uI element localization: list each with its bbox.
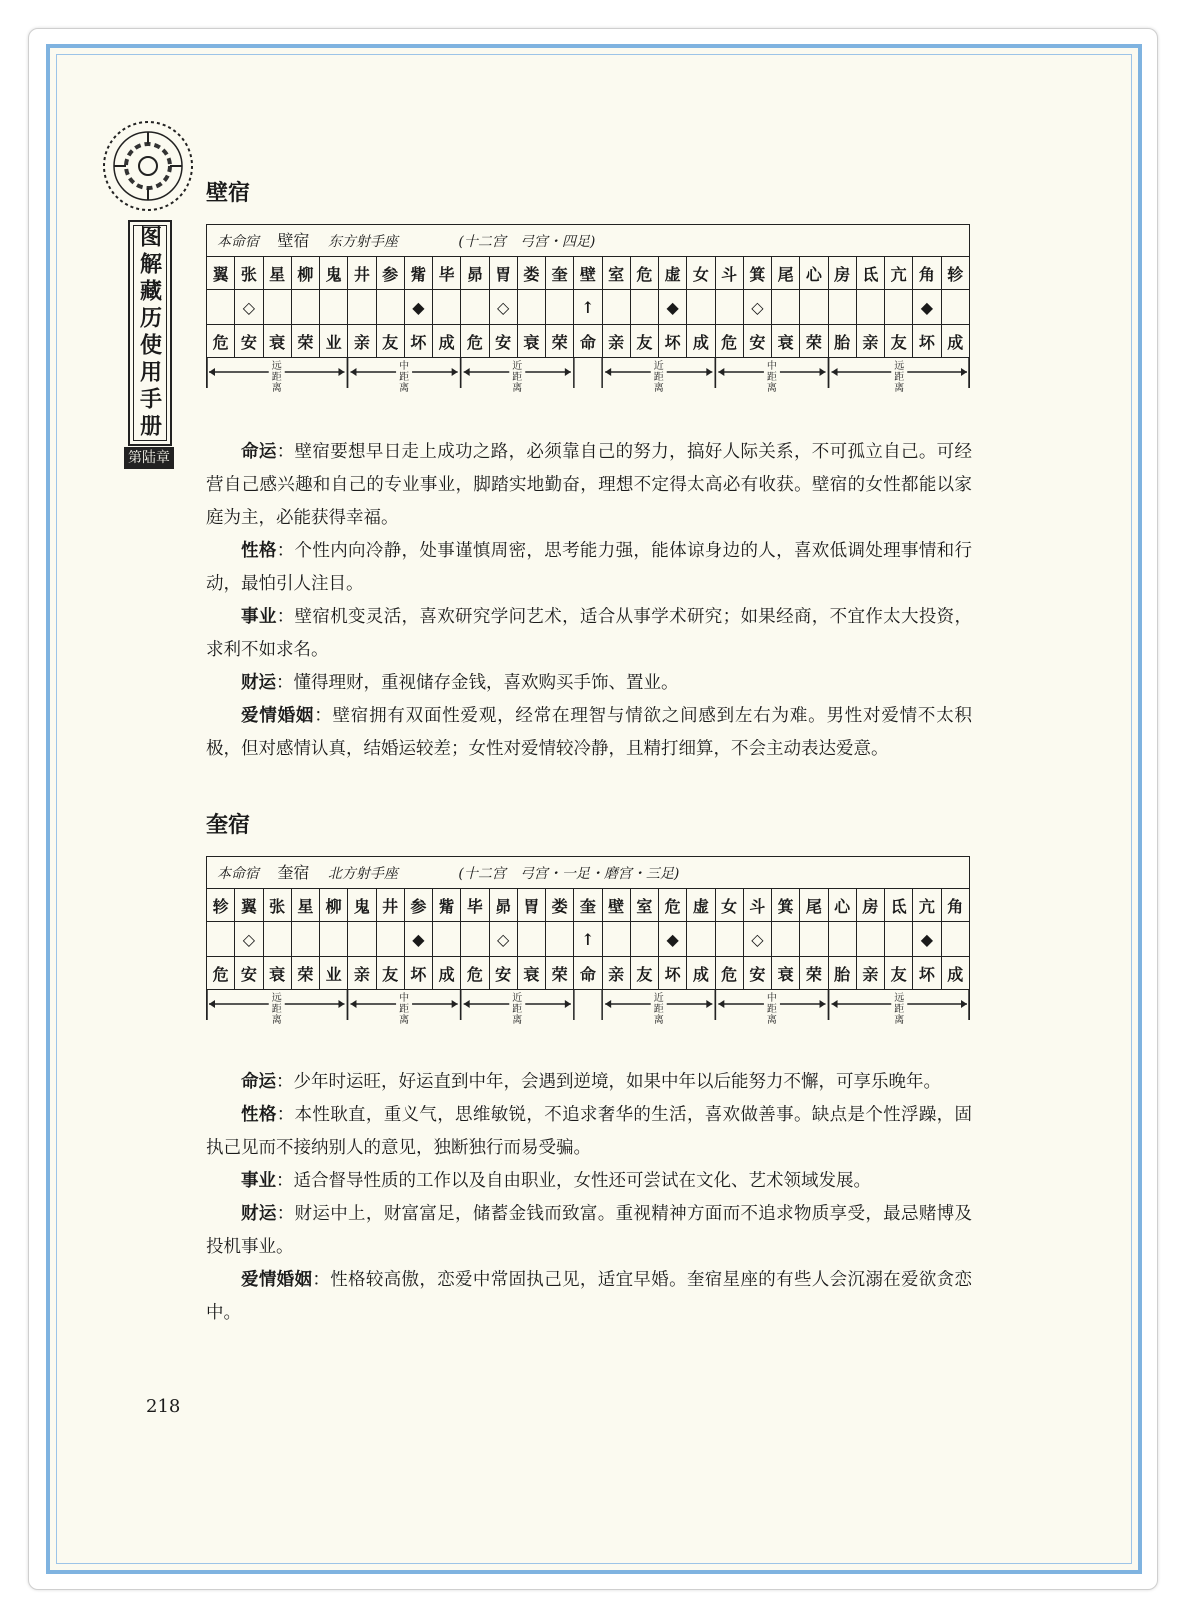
chart-header-mansion: 壁宿 <box>277 231 310 250</box>
mansion-cell: 壁 <box>574 257 602 290</box>
relation-cell: 命 <box>574 957 602 990</box>
marker-cell <box>885 922 913 957</box>
mansion-cell: 轸 <box>941 257 970 290</box>
marker-cell <box>602 290 630 325</box>
relation-cell: 危 <box>207 325 235 358</box>
mansion-cell: 奎 <box>574 889 602 922</box>
paragraph-text: ：适合督导性质的工作以及自由职业，女性还可尝试在文化、艺术领域发展。 <box>276 1171 871 1191</box>
arrow-right-icon <box>961 1000 967 1008</box>
paragraph-text: ：财运中上，财富富足，储蓄金钱而致富。重视精神方面而不追求物质享受，最忌赌博及投机事业。 <box>206 1204 973 1257</box>
mansion-cell: 井 <box>348 257 376 290</box>
marker-cell <box>517 290 545 325</box>
mansion-cell: 觜 <box>433 889 461 922</box>
relation-cell: 荣 <box>800 325 828 358</box>
marker-cell <box>207 290 235 325</box>
marker-cell <box>376 290 404 325</box>
marker-cell <box>828 922 856 957</box>
marker-cell: ◆ <box>659 290 687 325</box>
arrow-right-icon <box>338 1000 344 1008</box>
paragraph-text: ：个性内向冷静，处事谨慎周密，思考能力强，能体谅身边的人，喜欢低调处理事情和行动，最怕引人注目。 <box>206 541 973 594</box>
marker-cell <box>376 922 404 957</box>
chart-header <box>206 224 970 256</box>
distance-label: 中 <box>399 361 410 372</box>
mansion-cell: 氐 <box>856 257 884 290</box>
mansion-cell: 氐 <box>885 889 913 922</box>
body-paragraph <box>206 667 972 700</box>
distance-label: 距 <box>766 372 777 383</box>
distance-ruler <box>206 358 970 398</box>
mansion-cell: 房 <box>828 257 856 290</box>
mansion-cell: 亢 <box>913 889 941 922</box>
relation-cell: 安 <box>235 325 263 358</box>
distance-label: 离 <box>512 383 523 394</box>
relation-cell: 亲 <box>348 957 376 990</box>
book-title-text: 图解藏历使用手册 <box>136 225 163 441</box>
distance-label: 距 <box>894 1004 905 1015</box>
mansion-cell: 井 <box>376 889 404 922</box>
body-paragraph <box>206 1165 972 1198</box>
relation-cell: 衰 <box>772 325 800 358</box>
mansion-cell: 鬼 <box>348 889 376 922</box>
arrow-left-icon <box>718 368 724 376</box>
distance-label: 距 <box>894 372 905 383</box>
relation-cell: 友 <box>630 325 658 358</box>
relation-cell: 危 <box>715 957 743 990</box>
chart-header-palace: (十二宫 弓宫・四足) <box>458 234 596 250</box>
arrow-left-icon <box>209 1000 215 1008</box>
body-paragraph <box>206 700 972 766</box>
marker-cell: ↑ <box>574 290 602 325</box>
marker-cell <box>828 290 856 325</box>
mansion-cell: 心 <box>800 257 828 290</box>
mansion-cell: 张 <box>235 257 263 290</box>
arrow-right-icon <box>452 368 458 376</box>
mansion-chart <box>206 856 970 1030</box>
mansion-cell: 亢 <box>885 257 913 290</box>
marker-cell <box>461 922 489 957</box>
chart-header-mansion: 奎宿 <box>277 863 310 882</box>
relation-cell: 成 <box>687 957 715 990</box>
relation-cell: 坏 <box>404 957 432 990</box>
relation-cell: 友 <box>630 957 658 990</box>
paragraph-text: ：性格较高傲，恋爱中常固执己见，适宜早婚。奎宿星座的有些人会沉溺在爱欲贪恋中。 <box>206 1270 973 1323</box>
mansion-cell: 星 <box>291 889 319 922</box>
distance-ruler-svg <box>206 990 970 1030</box>
distance-label: 距 <box>399 372 410 383</box>
relation-cell: 成 <box>941 325 970 358</box>
distance-label: 离 <box>894 1015 905 1026</box>
paragraph-label: 性格 <box>241 541 277 561</box>
marker-cell <box>207 922 235 957</box>
relation-cell: 坏 <box>659 957 687 990</box>
distance-label: 距 <box>766 1004 777 1015</box>
arrow-right-icon <box>961 368 967 376</box>
relation-cell: 胎 <box>828 325 856 358</box>
body-paragraph <box>206 601 972 667</box>
relation-cell: 坏 <box>913 325 941 358</box>
mansion-cell: 危 <box>630 257 658 290</box>
marker-cell: ◇ <box>235 290 263 325</box>
distance-label: 距 <box>653 372 664 383</box>
paragraph-label: 事业 <box>241 1171 276 1191</box>
arrow-right-icon <box>565 1000 571 1008</box>
marker-cell: ◇ <box>743 290 771 325</box>
marker-cell <box>800 922 828 957</box>
marker-cell <box>715 922 743 957</box>
marker-cell <box>348 922 376 957</box>
relation-cell: 衰 <box>263 325 291 358</box>
paragraph-label: 财运 <box>241 1204 277 1224</box>
paragraph-label: 性格 <box>241 1105 277 1125</box>
relation-cell: 亲 <box>602 957 630 990</box>
chart-header-label: 本命宿 <box>217 234 259 250</box>
mansion-table <box>206 888 970 990</box>
mansion-cell: 毕 <box>461 889 489 922</box>
arrow-left-icon <box>605 368 611 376</box>
mansion-cell: 娄 <box>546 889 574 922</box>
mansion-cell: 星 <box>263 257 291 290</box>
mansion-row <box>207 889 970 922</box>
marker-cell <box>348 290 376 325</box>
marker-cell <box>320 290 348 325</box>
marker-cell <box>772 922 800 957</box>
marker-cell: ◆ <box>913 290 941 325</box>
distance-label: 中 <box>766 361 777 372</box>
body-paragraph <box>206 1099 972 1165</box>
marker-cell <box>461 290 489 325</box>
mansion-cell: 心 <box>828 889 856 922</box>
marker-cell <box>885 290 913 325</box>
distance-ruler <box>206 990 970 1030</box>
arrow-right-icon <box>820 1000 826 1008</box>
arrow-left-icon <box>464 1000 470 1008</box>
mansion-cell: 胃 <box>489 257 517 290</box>
relation-cell: 业 <box>320 957 348 990</box>
paragraph-text: ：少年时运旺，好运直到中年，会遇到逆境，如果中年以后能努力不懈，可享乐晚年。 <box>276 1072 941 1092</box>
paragraph-label: 命运 <box>241 442 277 462</box>
distance-ruler-svg <box>206 358 970 398</box>
mansion-cell: 参 <box>404 889 432 922</box>
marker-cell: ◆ <box>404 290 432 325</box>
distance-label: 离 <box>766 383 777 394</box>
marker-cell <box>856 922 884 957</box>
distance-label: 近 <box>653 993 664 1004</box>
relation-cell: 成 <box>941 957 970 990</box>
body-paragraph <box>206 1198 972 1264</box>
relation-cell: 荣 <box>291 325 319 358</box>
relation-cell: 危 <box>715 325 743 358</box>
mansion-cell: 奎 <box>546 257 574 290</box>
marker-cell <box>800 290 828 325</box>
arrow-left-icon <box>832 1000 838 1008</box>
paragraph-text: ：壁宿机变灵活，喜欢研究学问艺术，适合从事学术研究；如果经商，不宜作太大投资，求利不如求名。 <box>206 607 973 660</box>
distance-label: 离 <box>271 1015 282 1026</box>
relation-cell: 衰 <box>517 957 545 990</box>
mansion-cell: 斗 <box>743 889 771 922</box>
mansion-cell: 柳 <box>291 257 319 290</box>
mansion-cell: 危 <box>659 889 687 922</box>
mansion-cell: 尾 <box>772 257 800 290</box>
distance-label: 近 <box>512 993 523 1004</box>
arrow-left-icon <box>350 1000 356 1008</box>
marker-cell: ◆ <box>659 922 687 957</box>
relation-row <box>207 957 970 990</box>
distance-label: 中 <box>766 993 777 1004</box>
arrow-right-icon <box>706 1000 712 1008</box>
relation-cell: 成 <box>687 325 715 358</box>
relation-cell: 友 <box>376 957 404 990</box>
mansion-cell: 箕 <box>743 257 771 290</box>
mansion-chart <box>206 224 970 398</box>
marker-cell <box>687 290 715 325</box>
marker-cell <box>715 290 743 325</box>
section-title: 奎宿 <box>206 812 251 838</box>
relation-cell: 危 <box>461 957 489 990</box>
distance-label: 离 <box>894 383 905 394</box>
mansion-cell: 昴 <box>489 889 517 922</box>
arrow-right-icon <box>706 368 712 376</box>
body-paragraph <box>206 535 972 601</box>
relation-cell: 安 <box>235 957 263 990</box>
distance-label: 离 <box>399 1015 410 1026</box>
distance-label: 远 <box>894 361 905 372</box>
marker-cell: ◇ <box>743 922 771 957</box>
marker-cell: ◇ <box>489 290 517 325</box>
marker-cell <box>602 922 630 957</box>
chart-header-constellation: 东方射手座 <box>327 234 398 250</box>
relation-cell: 荣 <box>800 957 828 990</box>
paragraph-label: 事业 <box>241 607 277 627</box>
relation-cell: 衰 <box>772 957 800 990</box>
mansion-cell: 张 <box>263 889 291 922</box>
marker-cell: ↑ <box>574 922 602 957</box>
paragraph-label: 财运 <box>241 673 276 693</box>
chart-header <box>206 856 970 888</box>
mansion-cell: 壁 <box>602 889 630 922</box>
marker-row <box>207 922 970 957</box>
arrow-left-icon <box>718 1000 724 1008</box>
distance-label: 距 <box>399 1004 410 1015</box>
paragraph-text: ：壁宿拥有双面性爱观，经常在理智与情欲之间感到左右为难。男性对爱情不太积极，但对感情认真，结婚运较差；女性对爱情较冷静，且精打细算，不会主动表达爱意。 <box>206 706 973 759</box>
book-title-vertical <box>128 220 172 446</box>
arrow-left-icon <box>832 368 838 376</box>
relation-cell: 亲 <box>856 325 884 358</box>
marker-cell <box>630 290 658 325</box>
mansion-cell: 斗 <box>715 257 743 290</box>
mansion-cell: 柳 <box>320 889 348 922</box>
relation-cell: 危 <box>461 325 489 358</box>
marker-cell <box>687 922 715 957</box>
mansion-cell: 昴 <box>461 257 489 290</box>
relation-cell: 业 <box>320 325 348 358</box>
relation-cell: 胎 <box>828 957 856 990</box>
relation-cell: 危 <box>207 957 235 990</box>
relation-cell: 荣 <box>546 325 574 358</box>
relation-cell: 成 <box>433 957 461 990</box>
mansion-row <box>207 257 970 290</box>
mansion-cell: 毕 <box>433 257 461 290</box>
arrow-right-icon <box>820 368 826 376</box>
chapter-tag: 第陆章 <box>124 447 174 469</box>
marker-cell <box>546 922 574 957</box>
marker-cell <box>263 290 291 325</box>
mansion-cell: 虚 <box>659 257 687 290</box>
arrow-right-icon <box>565 368 571 376</box>
relation-cell: 友 <box>376 325 404 358</box>
distance-label: 离 <box>653 383 664 394</box>
marker-cell: ◇ <box>235 922 263 957</box>
mansion-cell: 鬼 <box>320 257 348 290</box>
relation-cell: 亲 <box>348 325 376 358</box>
arrow-left-icon <box>350 368 356 376</box>
relation-cell: 成 <box>433 325 461 358</box>
relation-cell: 亲 <box>856 957 884 990</box>
paragraph-text: ：壁宿要想早日走上成功之路，必须靠自己的努力，搞好人际关系，不可孤立自己。可经营自己感兴趣和自己的专业事业，脚踏实地勤奋，理想不定得太高必有收获。壁宿的女性都能以家庭为主，必能获得幸福。 <box>206 442 973 528</box>
mansion-cell: 翼 <box>207 257 235 290</box>
distance-label: 离 <box>271 383 282 394</box>
relation-cell: 坏 <box>913 957 941 990</box>
mansion-cell: 参 <box>376 257 404 290</box>
body-paragraph <box>206 436 972 535</box>
mansion-cell: 角 <box>941 889 970 922</box>
paragraph-text: ：本性耿直，重义气，思维敏锐，不追求奢华的生活，喜欢做善事。缺点是个性浮躁，固执己见而不接纳别人的意见，独断独行而易受骗。 <box>206 1105 973 1158</box>
mansion-cell: 室 <box>602 257 630 290</box>
distance-label: 近 <box>653 361 664 372</box>
marker-cell <box>320 922 348 957</box>
arrow-left-icon <box>605 1000 611 1008</box>
section-body <box>206 1066 972 1330</box>
relation-cell: 安 <box>489 957 517 990</box>
distance-label: 距 <box>512 372 523 383</box>
chart-header-palace: (十二宫 弓宫・一足・磨宫・三足) <box>458 866 680 882</box>
seal-ornament-icon <box>100 118 196 214</box>
marker-cell <box>291 922 319 957</box>
marker-cell <box>856 290 884 325</box>
mansion-table <box>206 256 970 358</box>
distance-label: 距 <box>512 1004 523 1015</box>
relation-cell: 安 <box>489 325 517 358</box>
distance-label: 距 <box>271 372 282 383</box>
relation-cell: 亲 <box>602 325 630 358</box>
arrow-left-icon <box>209 368 215 376</box>
arrow-right-icon <box>452 1000 458 1008</box>
distance-label: 离 <box>399 383 410 394</box>
mansion-cell: 室 <box>630 889 658 922</box>
mansion-cell: 尾 <box>800 889 828 922</box>
paragraph-text: ：懂得理财，重视储存金钱，喜欢购买手饰、置业。 <box>276 673 679 693</box>
relation-cell: 友 <box>885 957 913 990</box>
marker-cell <box>517 922 545 957</box>
marker-cell: ◇ <box>489 922 517 957</box>
distance-label: 离 <box>766 1015 777 1026</box>
distance-label: 远 <box>271 361 282 372</box>
mansion-cell: 翼 <box>235 889 263 922</box>
relation-cell: 坏 <box>659 325 687 358</box>
marker-cell <box>433 922 461 957</box>
marker-cell <box>772 290 800 325</box>
section-body <box>206 436 972 766</box>
marker-cell <box>433 290 461 325</box>
distance-label: 中 <box>399 993 410 1004</box>
chart-header-label: 本命宿 <box>217 866 259 882</box>
mansion-cell: 娄 <box>517 257 545 290</box>
relation-cell: 安 <box>743 957 771 990</box>
marker-cell <box>941 290 970 325</box>
distance-label: 远 <box>894 993 905 1004</box>
chart-header-constellation: 北方射手座 <box>327 866 398 882</box>
marker-cell <box>630 922 658 957</box>
marker-cell: ◆ <box>404 922 432 957</box>
relation-row <box>207 325 970 358</box>
distance-label: 离 <box>653 1015 664 1026</box>
marker-cell <box>263 922 291 957</box>
mansion-cell: 箕 <box>772 889 800 922</box>
marker-cell <box>546 290 574 325</box>
relation-cell: 衰 <box>263 957 291 990</box>
distance-label: 离 <box>512 1015 523 1026</box>
paragraph-label: 命运 <box>241 1072 276 1092</box>
distance-label: 近 <box>512 361 523 372</box>
body-paragraph <box>206 1066 972 1099</box>
mansion-cell: 觜 <box>404 257 432 290</box>
mansion-cell: 角 <box>913 257 941 290</box>
relation-cell: 坏 <box>404 325 432 358</box>
mansion-cell: 虚 <box>687 889 715 922</box>
marker-row <box>207 290 970 325</box>
arrow-left-icon <box>464 368 470 376</box>
mansion-cell: 房 <box>856 889 884 922</box>
marker-cell: ◆ <box>913 922 941 957</box>
section-title: 壁宿 <box>206 180 251 206</box>
page-number: 218 <box>146 1396 181 1417</box>
relation-cell: 荣 <box>291 957 319 990</box>
mansion-cell: 胃 <box>517 889 545 922</box>
distance-label: 距 <box>653 1004 664 1015</box>
paragraph-label: 爱情婚姻 <box>241 1270 313 1290</box>
relation-cell: 安 <box>743 325 771 358</box>
arrow-right-icon <box>338 368 344 376</box>
distance-label: 远 <box>271 993 282 1004</box>
relation-cell: 友 <box>885 325 913 358</box>
relation-cell: 荣 <box>546 957 574 990</box>
relation-cell: 衰 <box>517 325 545 358</box>
mansion-cell: 女 <box>687 257 715 290</box>
mansion-cell: 女 <box>715 889 743 922</box>
relation-cell: 命 <box>574 325 602 358</box>
body-paragraph <box>206 1264 972 1330</box>
marker-cell <box>291 290 319 325</box>
distance-label: 距 <box>271 1004 282 1015</box>
mansion-cell: 轸 <box>207 889 235 922</box>
paragraph-label: 爱情婚姻 <box>241 706 315 726</box>
marker-cell <box>941 922 970 957</box>
